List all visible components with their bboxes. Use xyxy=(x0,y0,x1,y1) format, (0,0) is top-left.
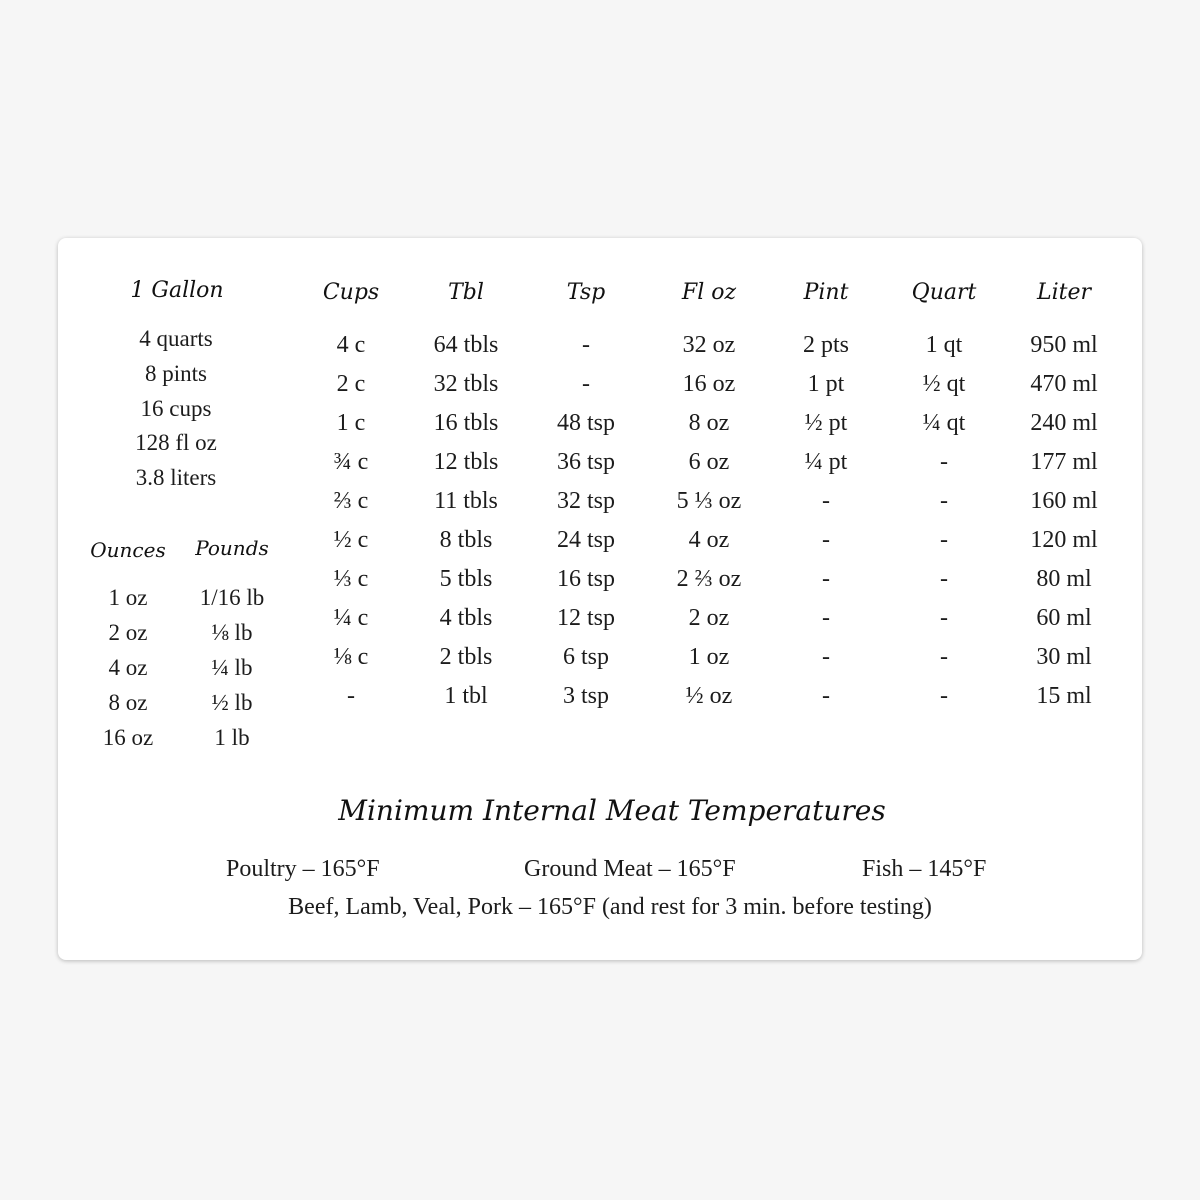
cell-tbl: 5 tbls xyxy=(439,566,493,592)
gallon-line: 4 quarts xyxy=(139,326,213,351)
cell-pint: - xyxy=(822,683,830,709)
ounces-cell: 2 oz xyxy=(108,620,148,645)
meat-beef: Beef, Lamb, Veal, Pork – 165°F (and rest for 3 min. before testing) xyxy=(288,894,932,920)
cell-fl-oz: 6 oz xyxy=(688,449,730,475)
ounces-cell: 1 oz xyxy=(108,585,148,610)
cell-tsp: 24 tsp xyxy=(556,527,616,553)
cell-fl-oz: 2 oz xyxy=(688,605,730,631)
gallon-line: 8 pints xyxy=(145,361,207,386)
ounces-cell: 8 oz xyxy=(108,690,148,715)
cell-pint: 2 pts xyxy=(802,332,850,358)
cell-liter: 950 ml xyxy=(1030,332,1098,358)
cell-tbl: 1 tbl xyxy=(444,683,488,709)
cell-tsp: 6 tsp xyxy=(562,644,610,670)
cell-tbl: 11 tbls xyxy=(434,488,498,514)
ounces-cell: 16 oz xyxy=(102,725,154,750)
pounds-cell: ¼ lb xyxy=(211,655,253,680)
cell-quart: 1 qt xyxy=(925,332,963,358)
conversion-card xyxy=(58,238,1142,960)
cell-liter: 177 ml xyxy=(1030,449,1098,475)
cell-fl-oz: 5 ⅓ oz xyxy=(676,488,742,514)
cell-tbl: 64 tbls xyxy=(433,332,499,358)
cell-liter: 15 ml xyxy=(1036,683,1092,709)
pounds-cell: ½ lb xyxy=(211,690,253,715)
cell-fl-oz: 4 oz xyxy=(688,527,730,553)
gallon-title: 1 Gallon xyxy=(130,278,224,303)
cell-tbl: 2 tbls xyxy=(439,644,493,670)
cell-quart: - xyxy=(940,644,948,670)
cell-quart: - xyxy=(940,488,948,514)
cell-tsp: 36 tsp xyxy=(556,449,616,475)
cell-quart: - xyxy=(940,566,948,592)
ounces-cell: 4 oz xyxy=(108,655,148,680)
cell-liter: 120 ml xyxy=(1030,527,1098,553)
cell-cups: ⅛ c xyxy=(333,644,369,670)
cell-fl-oz: 32 oz xyxy=(682,332,736,358)
cell-pint: - xyxy=(822,644,830,670)
cell-tsp: - xyxy=(582,332,590,358)
cell-liter: 60 ml xyxy=(1036,605,1092,631)
cell-tbl: 16 tbls xyxy=(433,410,499,436)
cell-cups: ⅔ c xyxy=(333,488,369,514)
cell-pint: - xyxy=(822,488,830,514)
cell-cups: - xyxy=(347,683,355,709)
header-cups: Cups xyxy=(322,280,380,305)
meat-poultry: Poultry – 165°F xyxy=(226,856,380,882)
cell-pint: ¼ pt xyxy=(804,449,848,475)
cell-liter: 80 ml xyxy=(1036,566,1092,592)
cell-tsp: - xyxy=(582,371,590,397)
cell-quart: - xyxy=(940,527,948,553)
cell-quart: ¼ qt xyxy=(922,410,966,436)
header-pint: Pint xyxy=(803,280,849,305)
pounds-cell: 1/16 lb xyxy=(199,585,265,610)
pounds-cell: ⅛ lb xyxy=(211,620,253,645)
cell-tsp: 16 tsp xyxy=(556,566,616,592)
cell-cups: ¾ c xyxy=(333,449,369,475)
cell-quart: ½ qt xyxy=(922,371,966,397)
gallon-line: 128 fl oz xyxy=(135,430,217,455)
cell-tsp: 48 tsp xyxy=(556,410,616,436)
cell-cups: ¼ c xyxy=(333,605,369,631)
ounces-header: Ounces xyxy=(90,538,166,562)
cell-fl-oz: 2 ⅔ oz xyxy=(676,566,742,592)
cell-tsp: 3 tsp xyxy=(562,683,610,709)
cell-tsp: 32 tsp xyxy=(556,488,616,514)
cell-fl-oz: 16 oz xyxy=(682,371,736,397)
cell-tsp: 12 tsp xyxy=(556,605,616,631)
cell-quart: - xyxy=(940,605,948,631)
cell-pint: ½ pt xyxy=(804,410,848,436)
meat-fish: Fish – 145°F xyxy=(862,856,987,882)
cell-tbl: 12 tbls xyxy=(433,449,499,475)
gallon-line: 3.8 liters xyxy=(135,465,217,490)
meat-title: Minimum Internal Meat Temperatures xyxy=(338,794,886,827)
pounds-header: Pounds xyxy=(195,536,269,560)
cell-cups: ⅓ c xyxy=(333,566,369,592)
header-fl-oz: Fl oz xyxy=(681,280,737,305)
cell-tbl: 4 tbls xyxy=(439,605,493,631)
cell-quart: - xyxy=(940,683,948,709)
gallon-line: 16 cups xyxy=(140,396,212,421)
cell-pint: 1 pt xyxy=(807,371,845,397)
header-liter: Liter xyxy=(1036,280,1092,305)
cell-liter: 240 ml xyxy=(1030,410,1098,436)
cell-liter: 470 ml xyxy=(1030,371,1098,397)
cell-fl-oz: ½ oz xyxy=(685,683,733,709)
cell-liter: 30 ml xyxy=(1036,644,1092,670)
cell-cups: 1 c xyxy=(336,410,366,436)
cell-pint: - xyxy=(822,605,830,631)
cell-fl-oz: 8 oz xyxy=(688,410,730,436)
cell-pint: - xyxy=(822,566,830,592)
pounds-cell: 1 lb xyxy=(214,725,250,750)
header-tbl: Tbl xyxy=(448,280,484,305)
cell-tbl: 32 tbls xyxy=(433,371,499,397)
header-quart: Quart xyxy=(911,280,977,305)
cell-cups: ½ c xyxy=(333,527,369,553)
cell-fl-oz: 1 oz xyxy=(688,644,730,670)
cell-pint: - xyxy=(822,527,830,553)
cell-liter: 160 ml xyxy=(1030,488,1098,514)
header-tsp: Tsp xyxy=(566,280,606,305)
cell-cups: 4 c xyxy=(336,332,366,358)
cell-quart: - xyxy=(940,449,948,475)
cell-tbl: 8 tbls xyxy=(439,527,493,553)
meat-ground: Ground Meat – 165°F xyxy=(524,856,736,882)
cell-cups: 2 c xyxy=(336,371,366,397)
